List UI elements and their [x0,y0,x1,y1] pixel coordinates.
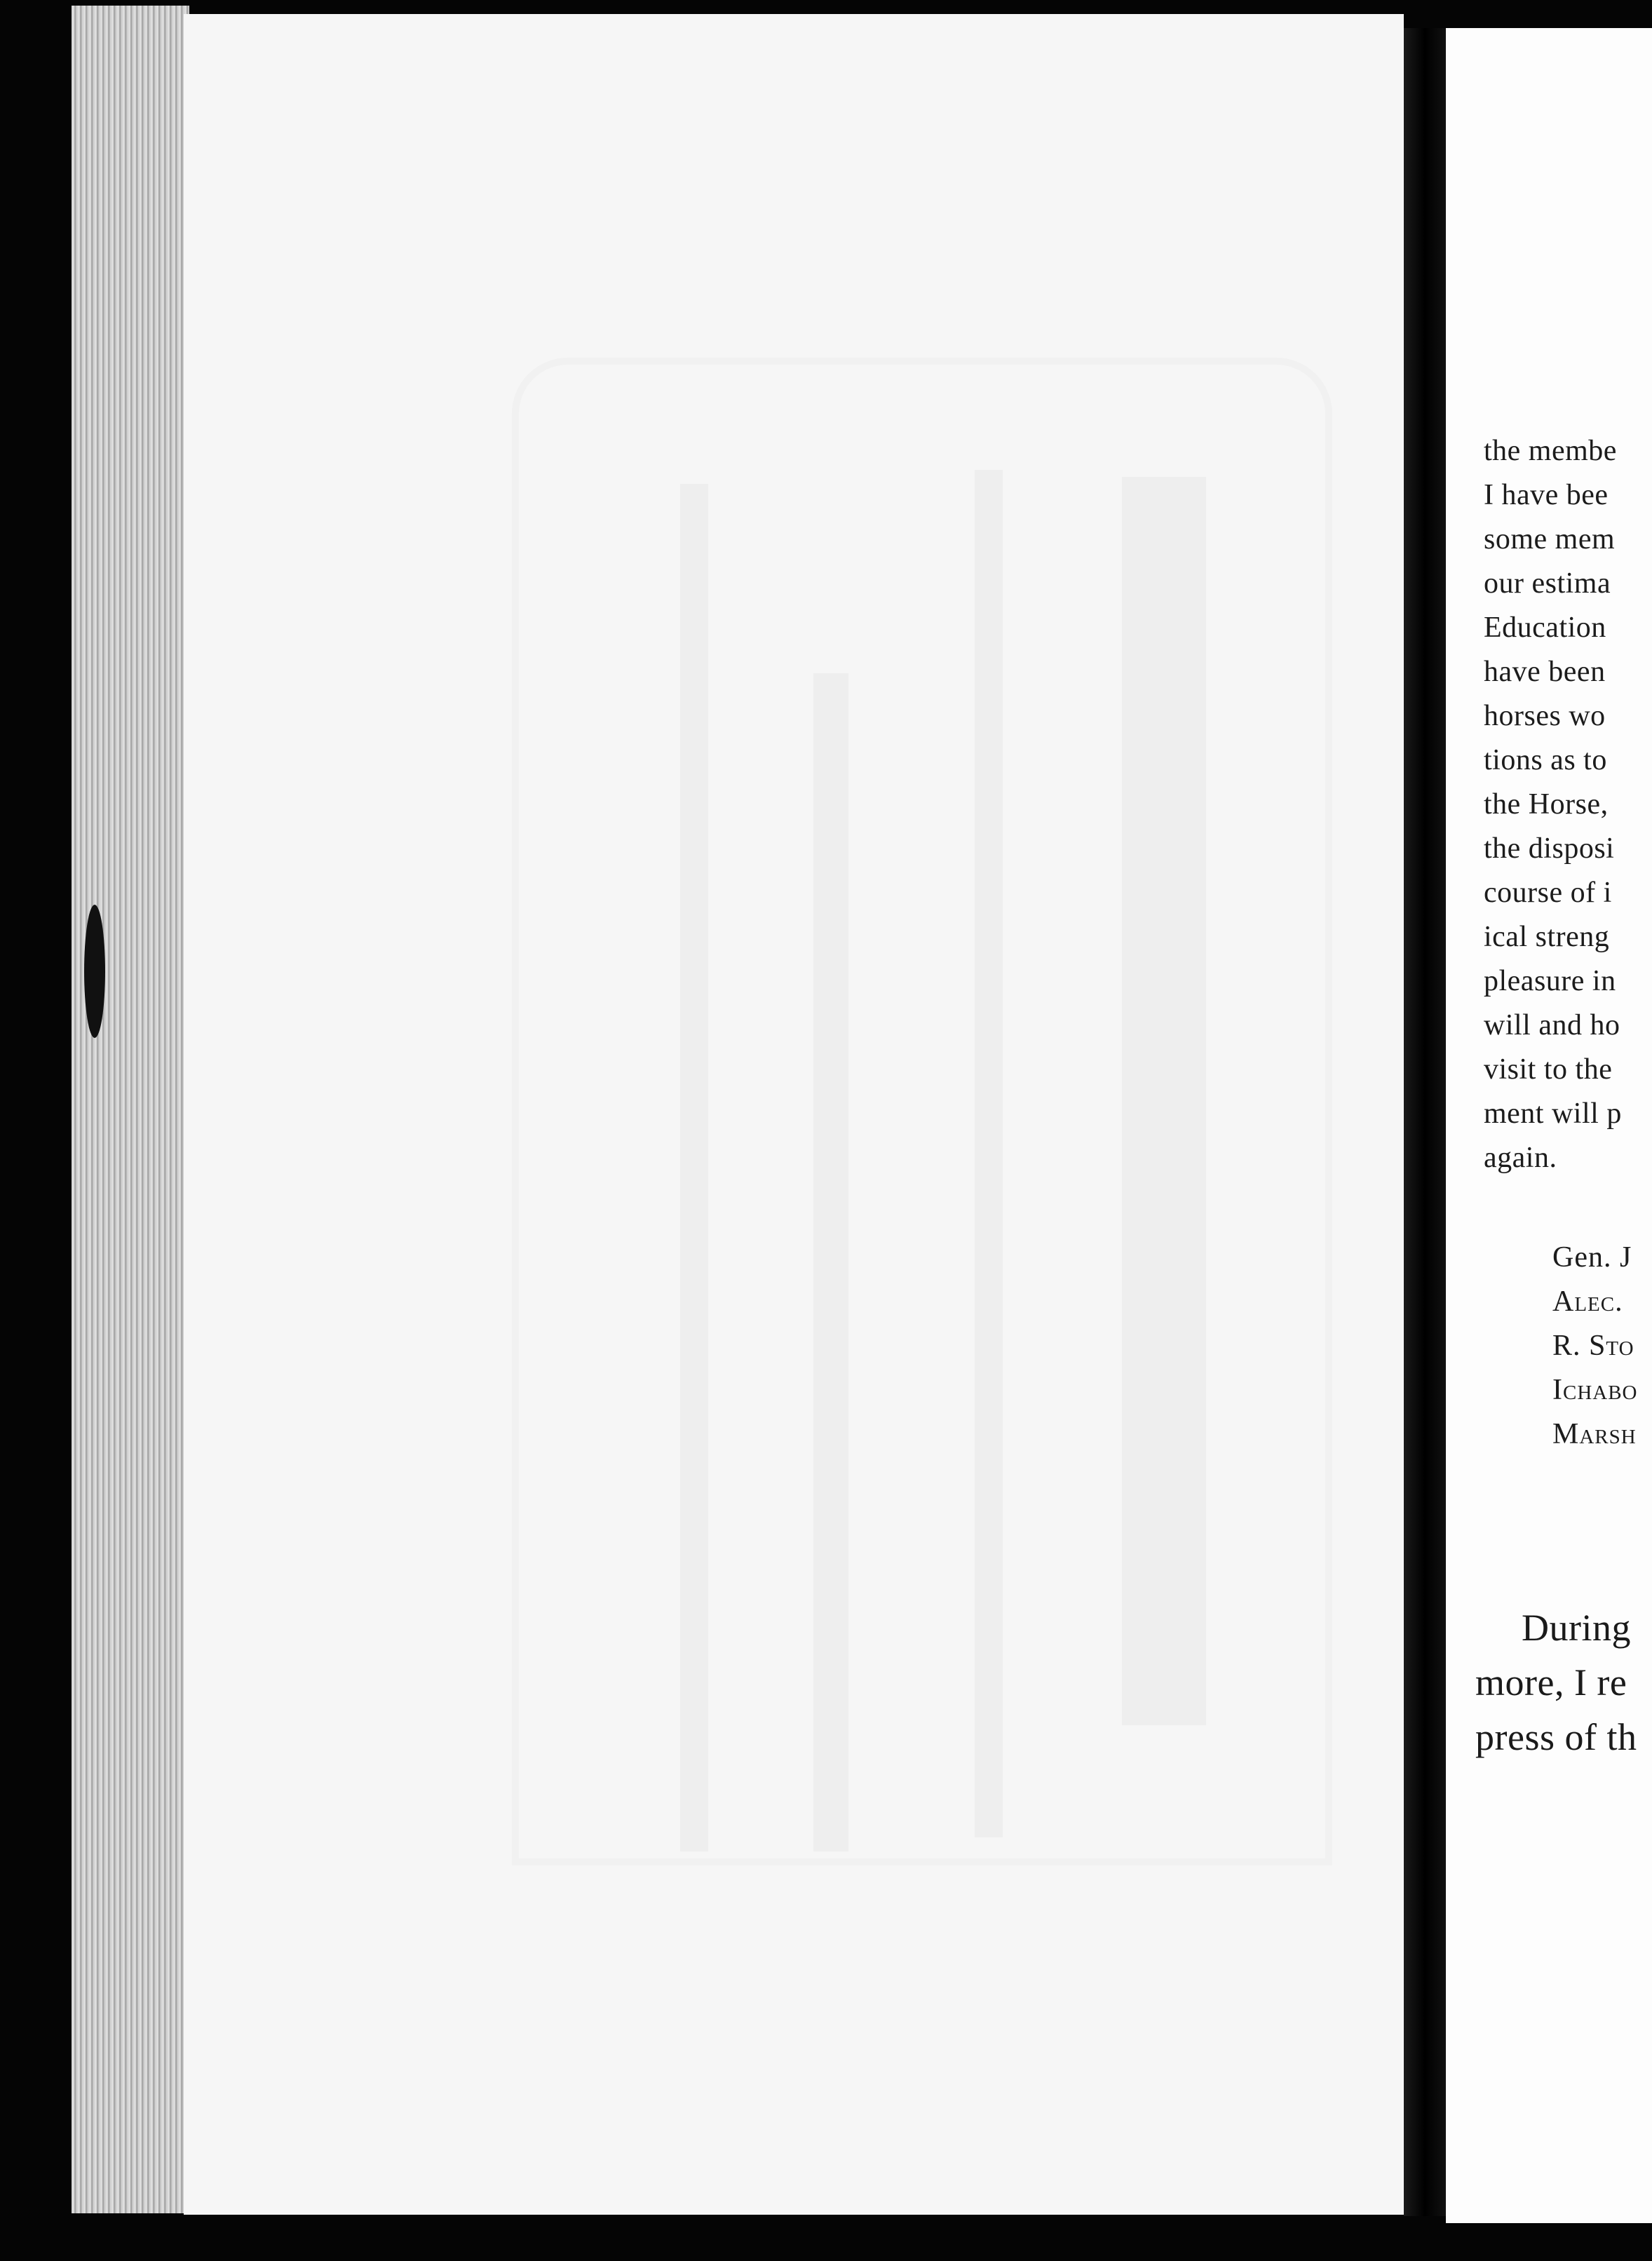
signatory-name: Alec. [1552,1285,1623,1318]
bleed-through-frame [512,358,1332,1865]
text-line: the membe [1484,435,1617,467]
text-line: ical streng [1484,921,1610,953]
text-line: course of i [1484,877,1612,909]
bleed-through-stroke [975,470,1003,1837]
text-line: ment will p [1484,1098,1622,1130]
page-tear-mark [84,905,105,1038]
text-line: the Horse, [1484,788,1609,821]
text-line: During [1522,1607,1631,1649]
text-line: the disposi [1484,832,1615,865]
text-line: have been [1484,656,1606,688]
text-line: again. [1484,1142,1557,1174]
text-line: will and ho [1484,1009,1620,1041]
text-line: horses wo [1484,700,1606,732]
text-line: our estima [1484,567,1611,600]
stacked-page-edges [72,6,189,2213]
text-line: pleasure in [1484,965,1616,997]
text-line: press of th [1475,1716,1637,1758]
next-paragraph [1475,1600,1652,1764]
letter-paragraph [1484,429,1652,1180]
text-line: visit to the [1484,1053,1613,1086]
book-gutter [1404,28,1446,2216]
text-line: I have bee [1484,479,1609,511]
signatory-name: Marsh [1552,1418,1637,1450]
bleed-through-stroke [1122,477,1206,1725]
bleed-through-stroke [813,673,848,1851]
signatory-name: Gen. J [1552,1241,1632,1274]
text-line: tions as to [1484,744,1607,776]
signatories-list [1552,1236,1652,1457]
signatory-name: R. Sto [1552,1330,1634,1362]
text-line: some mem [1484,523,1616,555]
text-line: more, I re [1475,1661,1627,1703]
signatory-name: Ichabo [1552,1374,1638,1406]
bleed-through-stroke [680,484,708,1851]
text-line: Education [1484,612,1606,644]
